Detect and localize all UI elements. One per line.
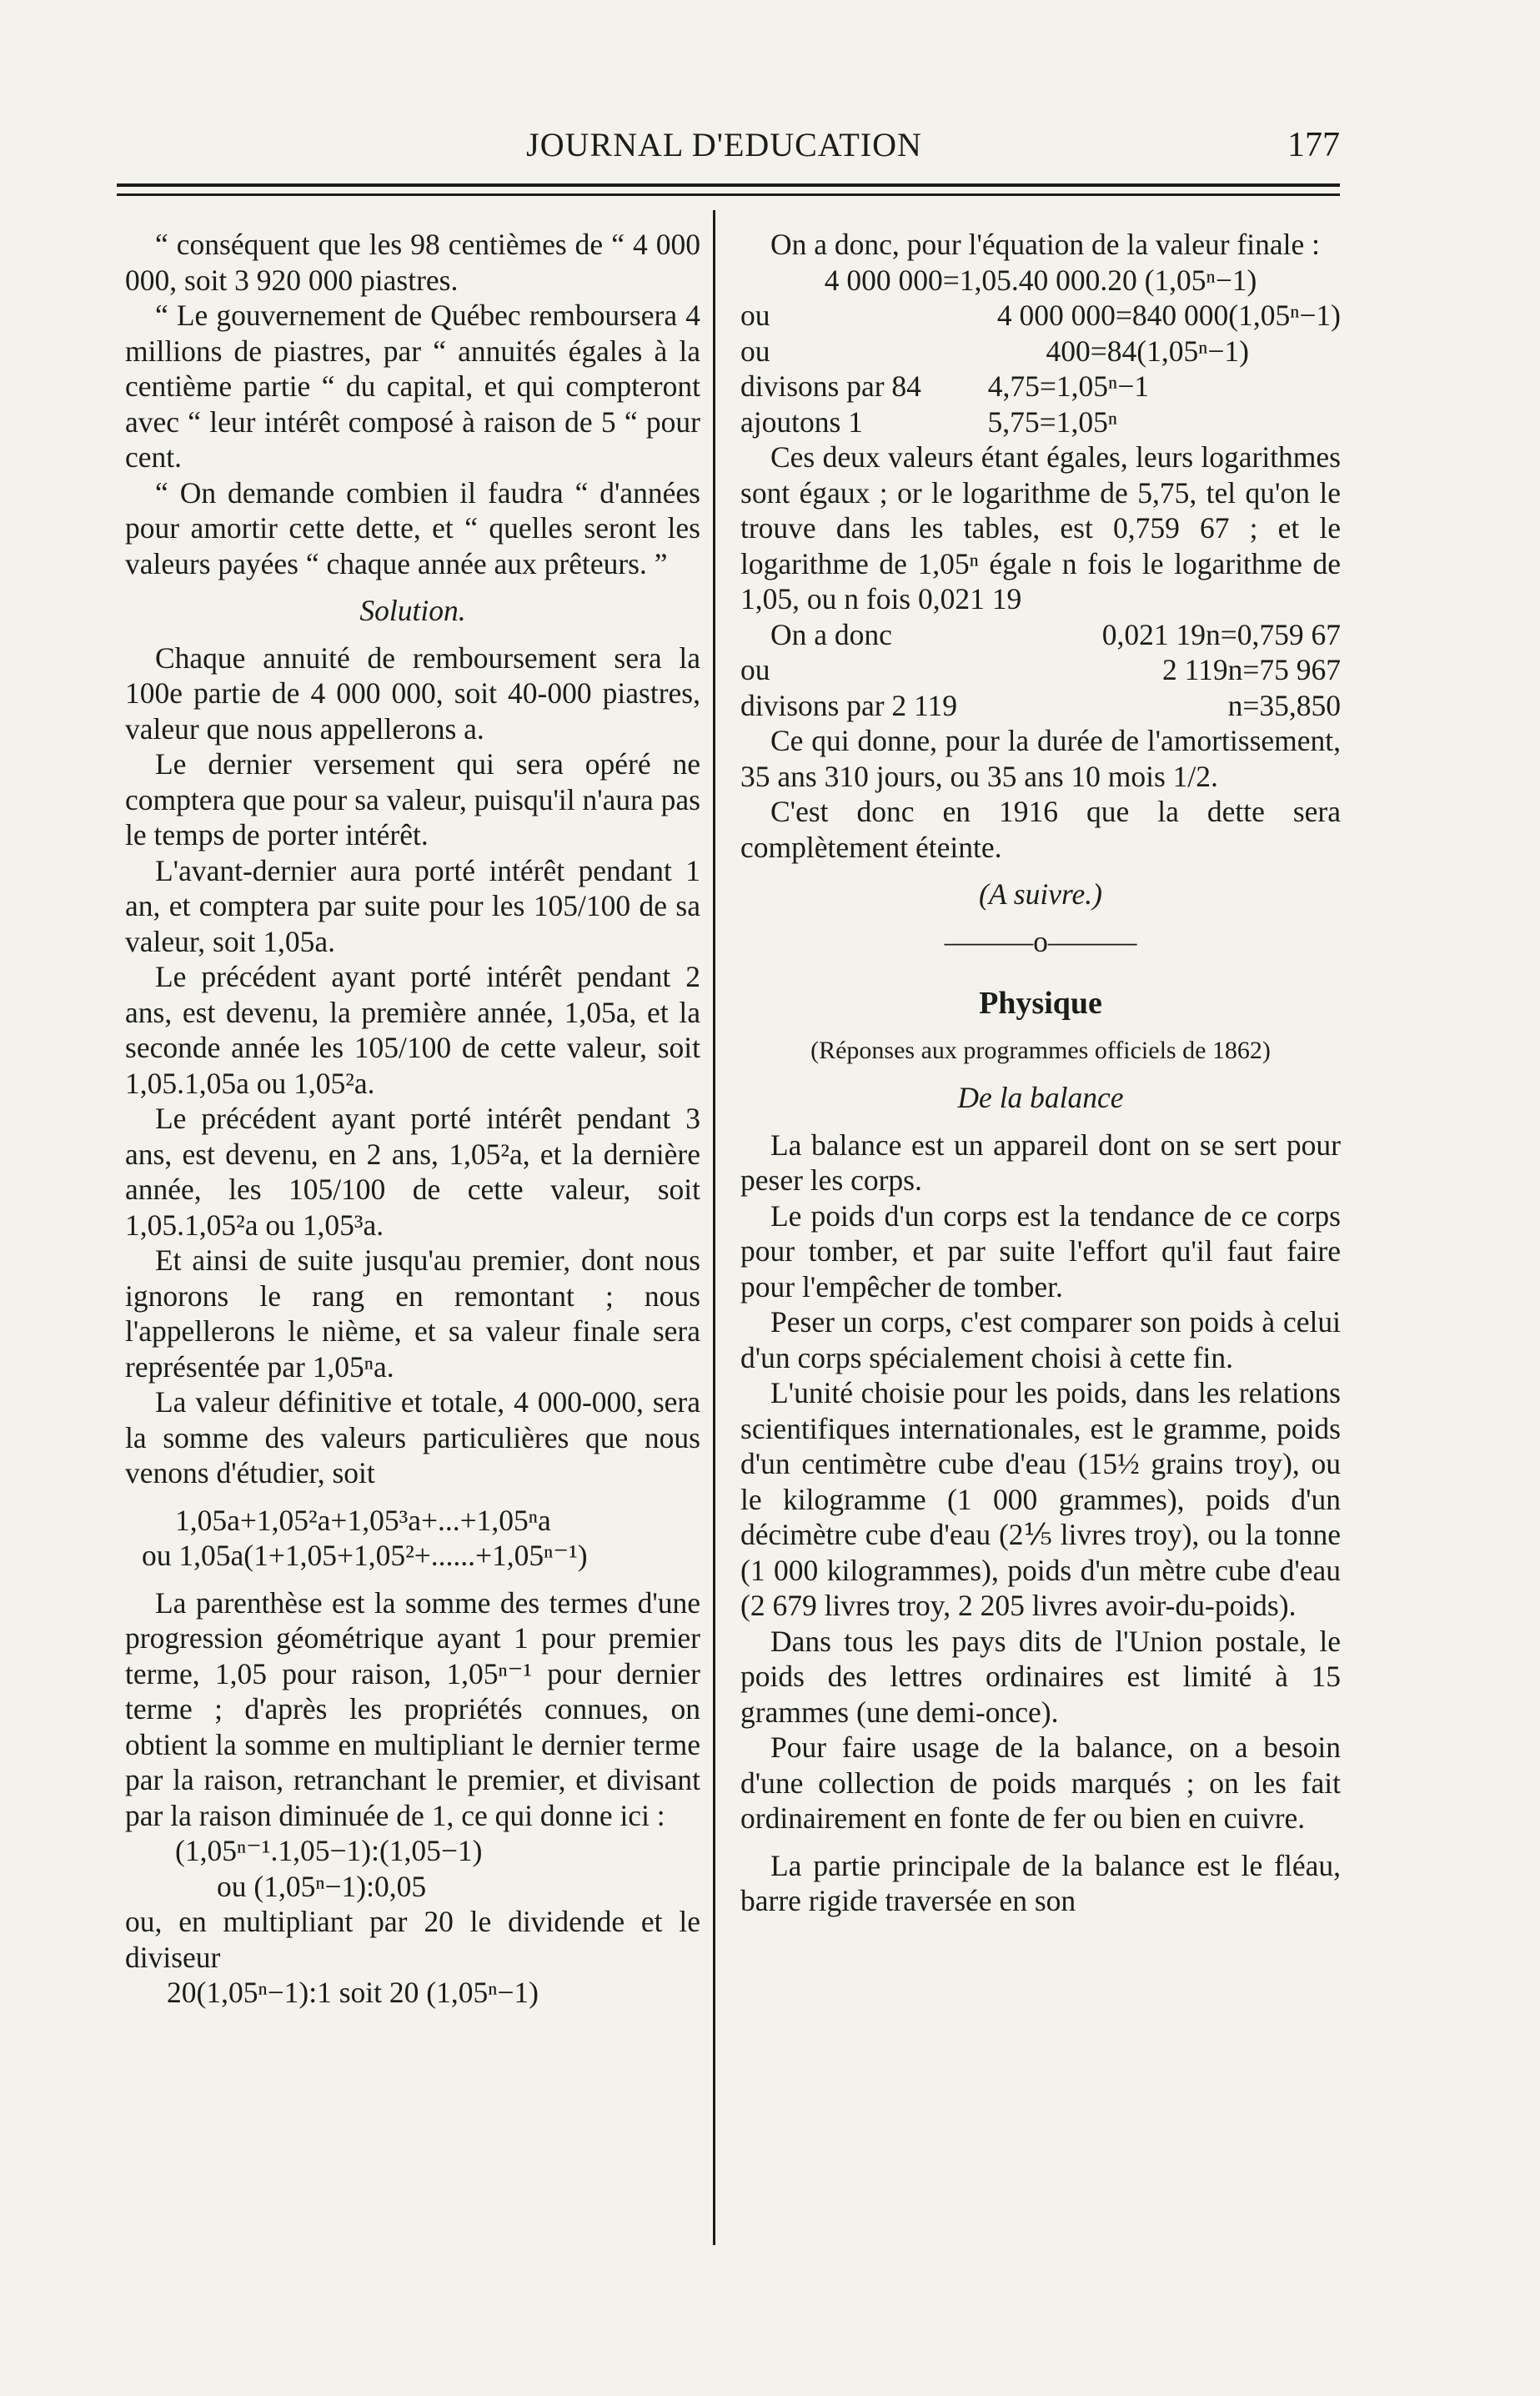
header-rule-thick <box>117 183 1340 187</box>
equation-lead: ajoutons 1 <box>740 404 863 439</box>
paragraph: La balance est un appareil dont on se sert pour peser les corps. <box>740 1128 1341 1197</box>
quote-paragraph: “ On demande combien il faudra “ d'années pour amortir cette dette, et “ quelles seront les valeurs payées “ chaque année aux prêteurs. ” <box>125 475 700 580</box>
equation-lead: divisons par 2 119 <box>740 688 957 722</box>
journal-title: JOURNAL D'EDUCATION <box>526 126 922 163</box>
paragraph: Ce qui donne, pour la durée de l'amortissement, 35 ans 310 jours, ou 35 ans 10 mois 1/2. <box>740 724 1341 793</box>
to-follow-note: (A suivre.) <box>979 877 1102 911</box>
running-head <box>108 125 1340 175</box>
section-separator: ———o——— <box>944 924 1137 958</box>
equation-row <box>740 369 1341 404</box>
right-column <box>740 227 1341 1919</box>
equation-row <box>740 298 1341 334</box>
paragraph: L'avant-dernier aura porté intérêt pendant 1 an, et comptera par suite pour les 105/100 de sa valeur, soit 1,05a. <box>125 853 700 958</box>
paragraph: Chaque annuité de remboursement sera la 100e partie de 4 000 000, soit 40-000 piastres, valeur que nous appellerons a. <box>125 640 700 746</box>
equation: 2 119n=75 967 <box>1162 653 1341 686</box>
equation-lead: ou <box>740 299 770 332</box>
quote-paragraph: “ Le gouvernement de Québec remboursera 4 millions de piastres, par “ annuités égales à la centième partie “ du capital, et qui compteront avec “ leur intérêt composé à raison de 5 “ pour cent. <box>125 299 700 474</box>
left-column <box>125 227 700 2011</box>
paragraph: La valeur définitive et totale, 4 000-000, sera la somme des valeurs particulières que nous venons d'étudier, soit <box>125 1385 700 1489</box>
paragraph: On a donc, pour l'équation de la valeur finale : <box>770 228 1320 261</box>
equation-row <box>740 404 1341 440</box>
paragraph: La parenthèse est la somme des termes d'une progression géométrique ayant 1 pour premier terme, 1,05 pour raison, 1,05ⁿ⁻¹ pour dernier terme ; d'après les propriétés connues, on obtient la somme en multipliant le dernier terme par la raison, retranchant le premier, et divisant par la raison diminuée de 1, ce qui donne ici : <box>125 1585 700 1832</box>
paragraph: Dans tous les pays dits de l'Union postale, le poids des lettres ordinaires est limité à 15 grammes (une demi-once). <box>740 1624 1341 1729</box>
section-subtitle: (Réponses aux programmes officiels de 1862) <box>810 1036 1271 1064</box>
paragraph: Le précédent ayant porté intérêt pendant 3 ans, est devenu, en 2 ans, 1,05²a, et la dernière année, les 105/100 de cette valeur, soit 1,05.1,05²a ou 1,05³a. <box>125 1102 700 1242</box>
equation: 20(1,05ⁿ−1):1 soit 20 (1,05ⁿ−1) <box>167 1976 539 2009</box>
paragraph: Le dernier versement qui sera opéré ne comptera que pour sa valeur, puisqu'il n'aura pas le temps de porter intérêt. <box>125 747 700 851</box>
paragraph: Le poids d'un corps est la tendance de ce corps pour tomber, et par suite l'effort qu'il faut faire pour l'empêcher de tomber. <box>740 1198 1341 1303</box>
equation: 400=84(1,05ⁿ−1) <box>1046 334 1249 368</box>
equation: 4,75=1,05ⁿ−1 <box>987 369 1149 403</box>
equation-lead: ou <box>740 334 770 368</box>
paragraph: La partie principale de la balance est le fléau, barre rigide traversée en son <box>740 1848 1341 1917</box>
column-divider <box>713 210 715 2245</box>
equation: 4 000 000=840 000(1,05ⁿ−1) <box>996 299 1341 332</box>
paragraph: Et ainsi de suite jusqu'au premier, dont nous ignorons le rang en remontant ; nous l'appellerons le nième, et sa valeur finale sera représentée par 1,05ⁿa. <box>125 1243 700 1384</box>
header-rule-thin <box>117 193 1340 196</box>
paragraph: L'unité choisie pour les poids, dans les relations scientifiques internationales, est le gramme, poids d'un centimètre cube d'eau (15½ grains troy), ou le kilogramme (1 000 grammes), poids d'un décimètre cube d'eau (2⅕ livres troy), ou la tonne (1 000 kilogrammes), poids d'un mètre cube d'eau (2 679 livres troy, 2 205 livres avoir-du-poids). <box>740 1376 1341 1622</box>
equation-row <box>740 688 1341 724</box>
quote-paragraph: “ conséquent que les 98 centièmes de “ 4 000 000, soit 3 920 000 piastres. <box>125 228 700 297</box>
equation: ou (1,05ⁿ−1):0,05 <box>217 1869 427 1903</box>
paragraph: Le précédent ayant porté intérêt pendant 2 ans, est devenu, la première année, 1,05a, et la seconde année les 105/100 de cette valeur, soit 1,05.1,05a ou 1,05²a. <box>125 960 700 1100</box>
equation-lead: ou <box>740 653 770 686</box>
equation-lead: On a donc <box>770 617 892 651</box>
equation: 1,05a+1,05²a+1,05³a+...+1,05ⁿa <box>175 1503 551 1537</box>
equation-row <box>740 334 1341 369</box>
equation: 5,75=1,05ⁿ <box>987 404 1117 439</box>
equation-lead: divisons par 84 <box>740 369 921 403</box>
section-heading: Physique <box>979 986 1102 1021</box>
paragraph: Ces deux valeurs étant égales, leurs logarithmes sont égaux ; or le logarithme de 5,75, tel qu'on le trouve dans les tables, est 0,759 67 ; et le logarithme de 1,05ⁿ égale n fois le logarithme de 1,05, ou n fois 0,021 19 <box>740 440 1341 615</box>
equation: 4 000 000=1,05.40 000.20 (1,05ⁿ−1) <box>824 263 1257 297</box>
equation: ou 1,05a(1+1,05+1,05²+......+1,05ⁿ⁻¹) <box>142 1539 588 1572</box>
page-number: 177 <box>1287 126 1340 164</box>
equation-row <box>740 652 1341 688</box>
paragraph: C'est donc en 1916 que la dette sera complètement éteinte. <box>740 795 1341 864</box>
equation-row <box>740 617 1341 653</box>
solution-heading: Solution. <box>359 594 466 627</box>
paragraph: Pour faire usage de la balance, on a besoin d'une collection de poids marqués ; on les fait ordinairement en fonte de fer ou bien en cuivre. <box>740 1730 1341 1835</box>
subsection-heading: De la balance <box>957 1081 1124 1114</box>
equation: n=35,850 <box>1227 688 1341 722</box>
paragraph: Peser un corps, c'est comparer son poids à celui d'un corps spécialement choisi à cette fin. <box>740 1305 1341 1374</box>
equation: (1,05ⁿ⁻¹.1,05−1):(1,05−1) <box>175 1834 483 1867</box>
equation: 0,021 19n=0,759 67 <box>1101 617 1341 651</box>
paragraph: ou, en multipliant par 20 le dividende et le diviseur <box>125 1905 700 1974</box>
